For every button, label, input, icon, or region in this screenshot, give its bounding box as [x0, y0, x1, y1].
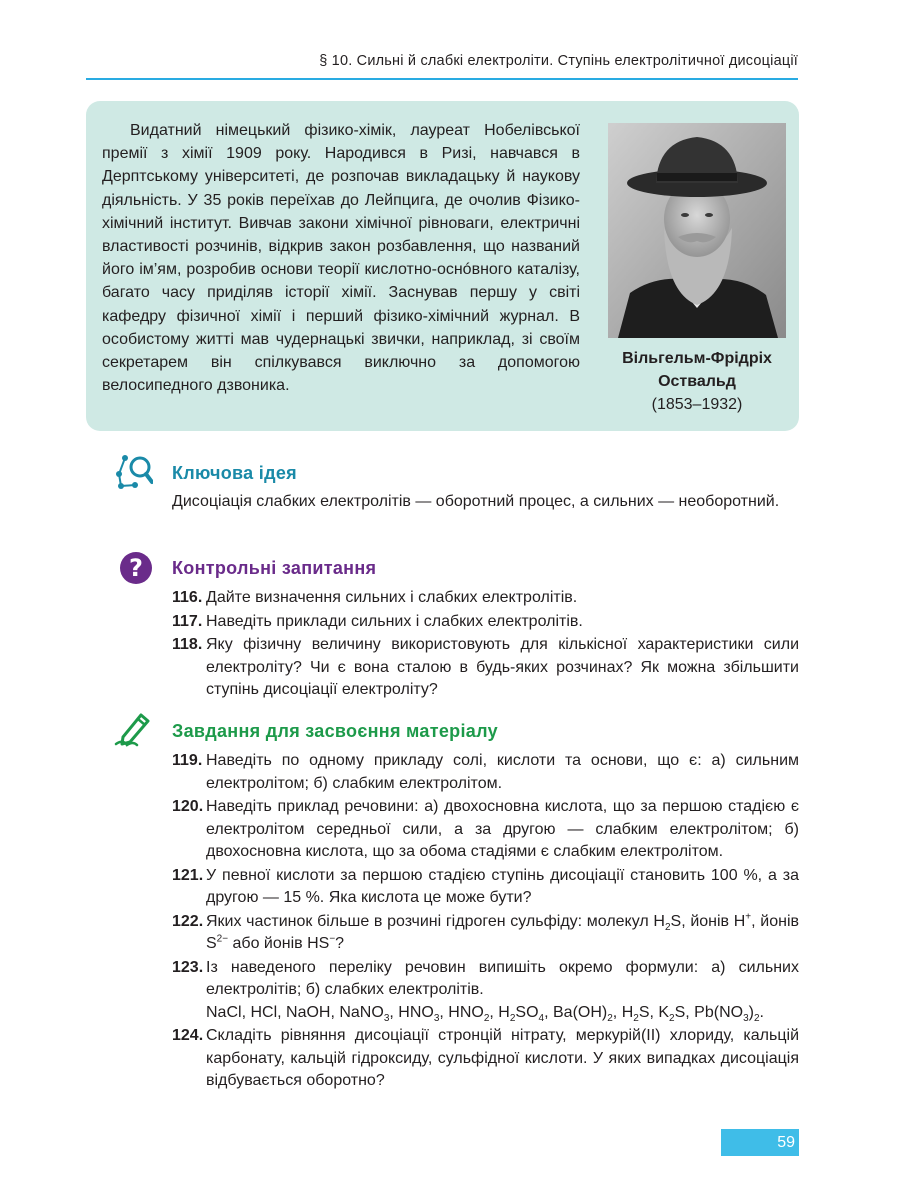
page-number: 59	[721, 1129, 799, 1156]
question-item	[172, 634, 799, 702]
scientist-name-line2: Оствальд	[658, 373, 736, 390]
scientist-name-line1: Вільгельм-Фрідріх	[622, 350, 772, 367]
biography-text	[102, 119, 580, 397]
question-item	[172, 611, 799, 634]
task-text: У певної кислоти за першою стадією ступінь дисоціації становить 100 %, а за другою — 15 %. Яка кислота це може бути?	[206, 866, 799, 906]
task-number: 123.	[172, 958, 204, 976]
task-item	[172, 750, 799, 795]
question-text: Яку фізичну величину використовують для кількісної характеристики сили електроліту? Чи є вона сталою в будь-яких розчинах? Як можна збільшити ступінь дисоціації електроліту?	[206, 636, 799, 698]
task-text: Яких частинок більше в розчині гідроген сульфіду: молекул $H_2S$, йонів H+, йонів $S^{2-}$ або йонів HS−?	[206, 911, 799, 952]
task-text: Наведіть по одному прикладу солі, кислоти та основи, що є: а) сильним електролітом; б) слабким електролітом.	[206, 752, 799, 792]
task-item	[172, 911, 799, 956]
scientist-years: (1853–1932)	[651, 396, 743, 413]
tasks-list	[172, 750, 799, 1094]
key-idea-icon	[113, 452, 153, 492]
task-text: Складіть рівняння дисоціації стронцій нітрату, меркурій(ІІ) хлориду, кальцій карбонату, кальцій гідроксиду, сульфідної кислоти. У яких випадках дисоціація відбувається оборотно?	[206, 1027, 799, 1089]
task-text-part: Із наведеного переліку речовин випишіть окремо формули: а) сильних електролітів; б) слабких електролітів.	[206, 958, 799, 998]
task-number: 119.	[172, 752, 203, 769]
formula-list: NaCl, HCl, NaOH, NaNO$_3$, $HNO_3$, $HNO_2$, $H_2SO_4$, $Ba(OH)_2$, $H_2S$, $K_2S$, $Pb(NO_3)_2$.	[206, 1003, 764, 1024]
task-number: 120.	[172, 798, 204, 815]
task-number: 124.	[172, 1027, 204, 1044]
task-item	[172, 957, 799, 1025]
key-idea-text: Дисоціація слабких електролітів — оборотний процес, а сильних — необоротний.	[172, 493, 780, 510]
ostwald-portrait	[608, 123, 786, 338]
question-text: Наведіть приклади сильних і слабких електролітів.	[206, 612, 583, 630]
running-title: § 10. Сильні й слабкі електроліти. Ступінь електролітичної дисоціації	[319, 53, 798, 69]
task-number: 121.	[172, 866, 204, 884]
svg-text:?: ?	[129, 554, 143, 582]
control-questions-list	[172, 587, 799, 703]
running-header	[86, 52, 798, 80]
task-number: 122.	[172, 912, 204, 930]
task-item	[172, 796, 799, 864]
task-item	[172, 1025, 799, 1093]
key-idea-title: Ключова ідея	[172, 463, 297, 483]
task-text-part: ?	[335, 935, 345, 952]
question-number: 118.	[172, 636, 203, 653]
pencil-icon	[113, 711, 155, 747]
control-questions-title: Контрольні запитання	[172, 558, 377, 578]
question-text: Дайте визначення сильних і слабких електролітів.	[206, 589, 578, 606]
biography-paragraph: Видатний німецький фізико-хімік, лауреат Нобелівської премії з хімії 1909 року. Народився в Ризі, навчався в Дерптському університеті, де розпочав викладацьку й наукову діяльність. У 35 років переїхав до Лейпцига, де очолив Фізико-хімічний інститут. Вивчав закони хімічної рівноваги, електричні властивості розчинів, відкрив закон розбавлення, що названий його ім’ям, розробив основи теорії кислотно-оснóвного каталізу, багато часу приділяв історії хімії. Заснував першу у світі кафедру фізичної хімії і перший фізико-хімічний журнал. В особистому житті мав чудернацькі звички, наприклад, зі своїм секретарем він спілкувався виключно за допомогою велосипедного дзвоника.	[102, 122, 580, 395]
task-item	[172, 865, 799, 910]
question-item	[172, 587, 799, 610]
task-text-part: або йонів HS	[228, 935, 330, 952]
task-text-part: Яких частинок більше в розчині гідроген сульфіду: молекул H	[206, 912, 665, 930]
task-text-part: S, йонів H	[670, 912, 746, 930]
question-mark-icon	[119, 551, 153, 585]
portrait-caption	[598, 347, 796, 416]
tasks-title: Завдання для засвоєння матеріалу	[172, 721, 498, 741]
task-text: Наведіть приклад речовини: а) двохосновна кислота, що за першою стадією є електролітом середньої сили, а за другою — слабким електролітом; б) двохосновна кислота, що за обома стадіями є слабким електролітом.	[206, 798, 799, 860]
question-number: 116.	[172, 589, 203, 606]
task-text-part: , йонів S	[206, 912, 799, 952]
question-number: 117.	[172, 612, 203, 630]
task-text	[206, 957, 799, 1025]
